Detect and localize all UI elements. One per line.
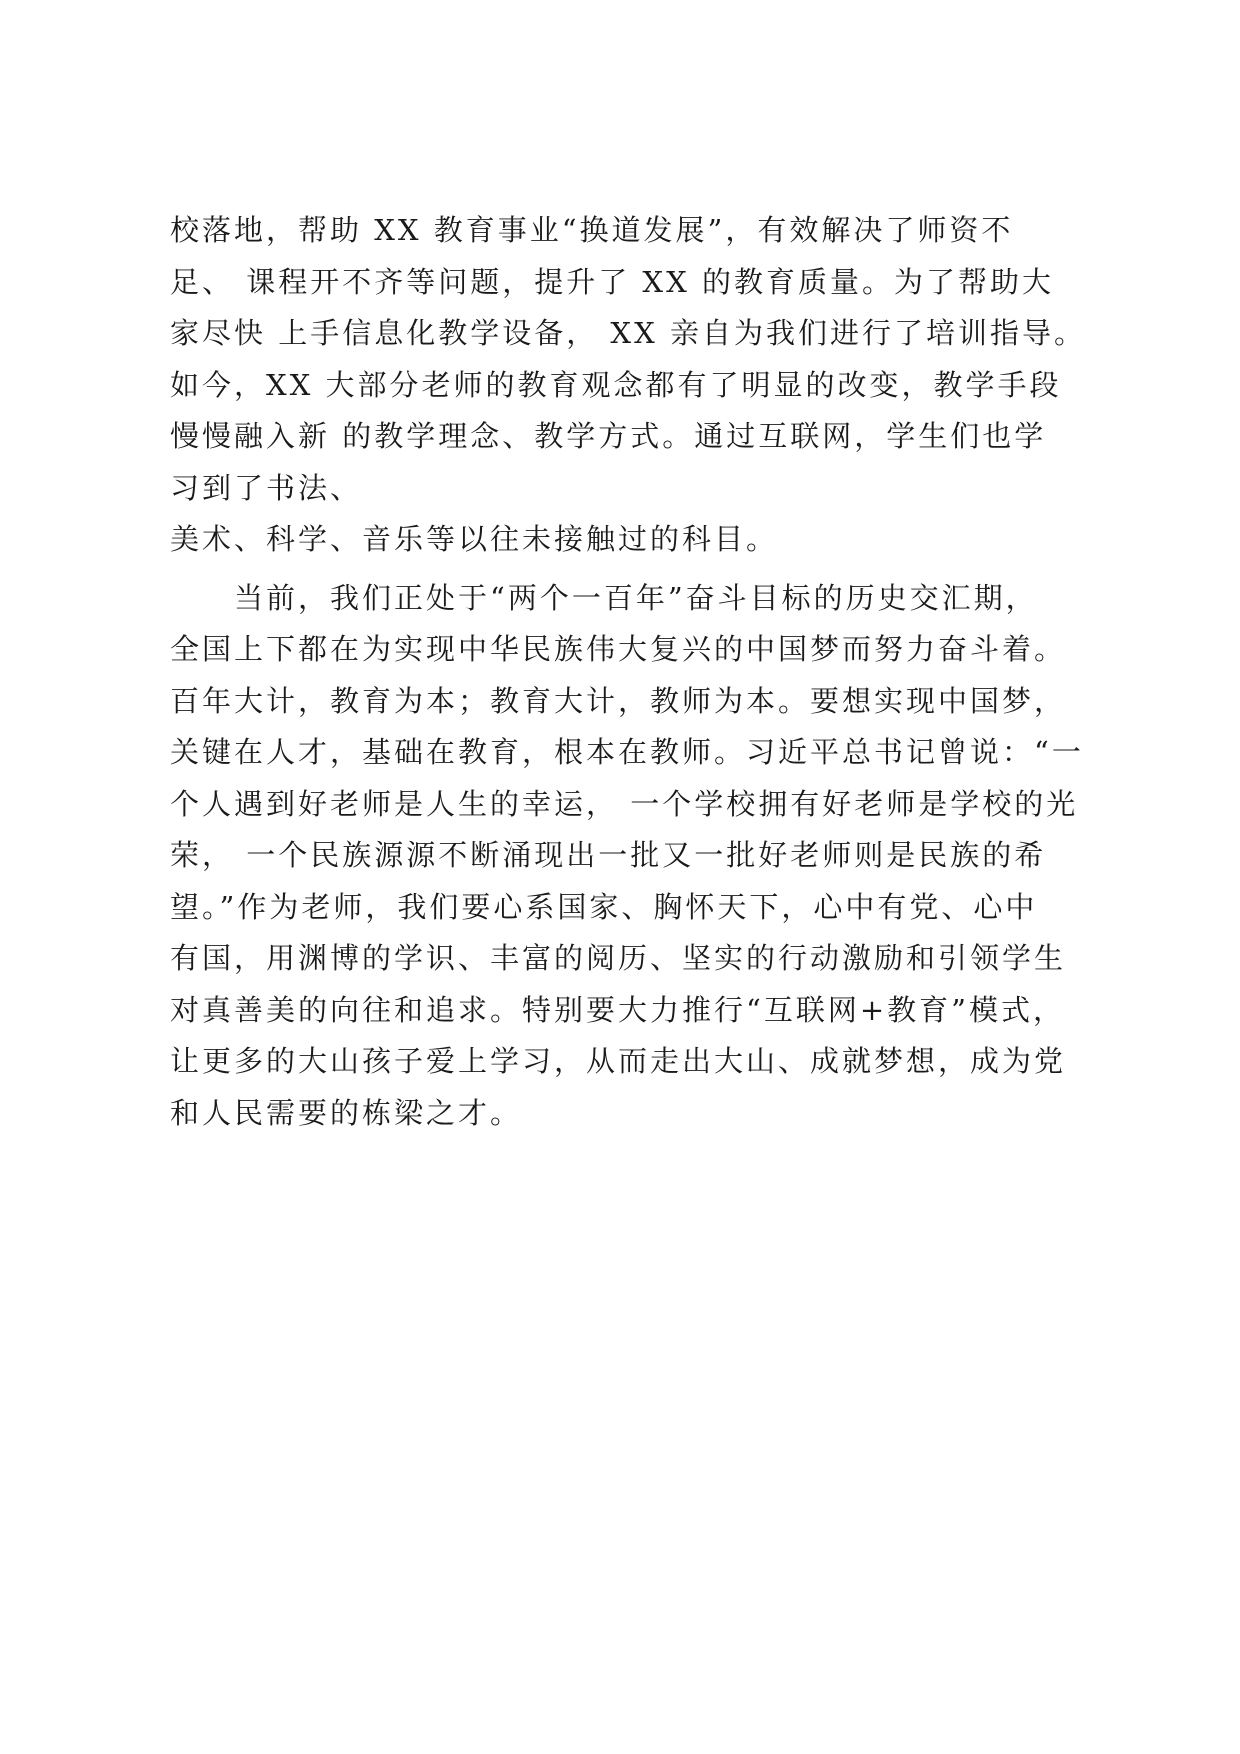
text-line: 关键在人才，基础在教育，根本在教师。习近平总书记曾说：“一 bbox=[170, 735, 1084, 769]
text-line: 百年大计，教育为本；教育大计，教师为本。要想实现中国梦， bbox=[170, 683, 1067, 718]
text-line: 有国，用渊博的学识、丰富的阅历、坚实的行动激励和引领学生 bbox=[170, 941, 1067, 975]
text-line: 习到了书法、 bbox=[170, 470, 363, 505]
text-line: 足、 课程开不齐等问题，提升了 XX 的教育质量。为了帮助大 bbox=[170, 264, 1054, 299]
paragraph-1 bbox=[170, 205, 1090, 566]
text-line: 美术、科学、音乐等以往未接触过的科目。 bbox=[170, 522, 779, 556]
document-body bbox=[170, 205, 1090, 1139]
text-line: 当前，我们正处于“两个一百年”奋斗目标的历史交汇期， bbox=[170, 580, 1038, 615]
text-line: 对真善美的向往和追求。特别要大力推行“互联网+教育”模式， bbox=[170, 992, 1065, 1027]
text-line: 慢慢融入新 的教学理念、教学方式。通过互联网，学生们也学 bbox=[170, 419, 1047, 453]
paragraph-spacer bbox=[170, 566, 1090, 573]
text-line: 全国上下都在为实现中华民族伟大复兴的中国梦而努力奋斗着。 bbox=[170, 632, 1067, 666]
text-line: 家尽快 上手信息化教学设备， XX 亲自为我们进行了培训指导。 bbox=[170, 316, 1086, 350]
text-line: 荣， 一个民族源源不断涌现出一批又一批好老师则是民族的希 bbox=[170, 838, 1047, 872]
text-line: 个人遇到好老师是人生的幸运， 一个学校拥有好老师是学校的光 bbox=[170, 786, 1079, 821]
text-line: 和人民需要的栋梁之才。 bbox=[170, 1095, 523, 1130]
paragraph-2 bbox=[170, 573, 1090, 1140]
text-line: 望。”作为老师，我们要心系国家、胸怀天下，心中有党、心中 bbox=[170, 889, 1038, 924]
text-line: 让更多的大山孩子爱上学习，从而走出大山、成就梦想，成为党 bbox=[170, 1044, 1067, 1078]
text-line: 校落地，帮助 XX 教育事业“换道发展”，有效解决了师资不 bbox=[170, 213, 1014, 247]
text-line: 如今，XX 大部分老师的教育观念都有了明显的改变，教学手段 bbox=[170, 367, 1062, 402]
